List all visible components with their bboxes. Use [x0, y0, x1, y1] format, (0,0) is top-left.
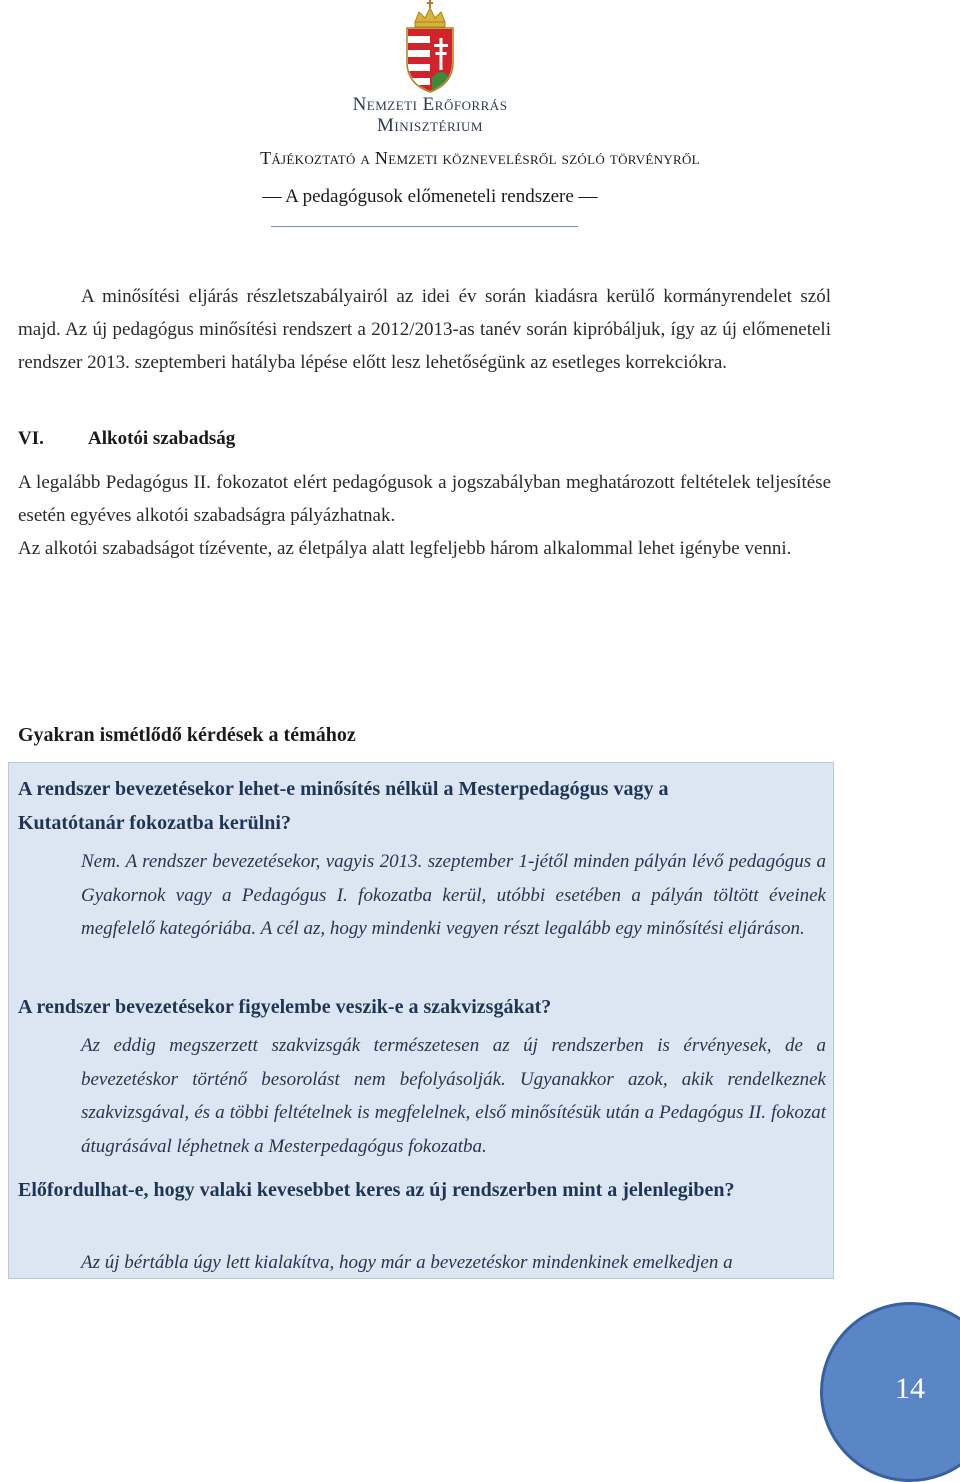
intro-paragraph: A minősítési eljárás részletszabályairól az idei év során kiadásra kerülő kormányrendelet szól majd. Az új pedagógus minősítési rendszert a 2012/2013-as tanév során kipróbáljuk, így az új előmeneteli rendszer 2013. szeptemberi hatályba lépése előtt lesz lehetőségünk az esetleges korrekciókra. [18, 286, 831, 373]
document-title: Tájékoztató a Nemzeti köznevelésről szóló törvényről [260, 148, 700, 168]
faq-question-1: A rendszer bevezetésekor lehet-e minősítés nélkül a Mesterpedagógus vagy a Kutatótanár fokozatba kerülni? [18, 778, 669, 834]
faq-answer-3: Az új bértábla úgy lett kialakítva, hogy már a bevezetéskor mindenkinek emelkedjen a [81, 1252, 733, 1273]
faq-heading: Gyakran ismétlődő kérdések a témához [18, 724, 356, 746]
faq-question-3: Előfordulhat-e, hogy valaki kevesebbet keres az új rendszerben mint a jelenlegiben? [18, 1179, 735, 1201]
header-divider [271, 226, 578, 227]
ministry-name-line2: Minisztérium [377, 115, 483, 136]
section-paragraph-1: A legalább Pedagógus II. fokozatot elért pedagógusok a jogszabályban meghatározott feltételek teljesítése esetén egyéves alkotói szabadságra pályázhatnak. [18, 472, 831, 526]
section-heading [18, 428, 235, 450]
section-body [18, 466, 831, 565]
document-subtitle: — A pedagógusok előmeneteli rendszere — [262, 186, 598, 207]
coat-of-arms-icon [401, 0, 459, 94]
page-number: 14 [895, 1372, 925, 1405]
faq-question-2: A rendszer bevezetésekor figyelembe veszik-e a szakvizsgákat? [18, 996, 552, 1018]
section-title: Alkotói szabadság [88, 428, 236, 449]
ministry-name-line1: Nemzeti Erőforrás [352, 94, 508, 115]
faq-answer-2: Az eddig megszerzett szakvizsgák természetesen az új rendszerben is érvényesek, de a bevezetéskor történő besorolást nem befolyásolják. Ugyanakkor azok, akik rendelkeznek szakvizsgával, és a többi feltételnek is megfelelnek, első minősítésük után a Pedagógus II. fokozat átugrásával léphetnek a Mesterpedagógus fokozatba. [81, 1035, 826, 1157]
faq-answer-1: Nem. A rendszer bevezetésekor, vagyis 2013. szeptember 1-jétől minden pályán lévő pedagógus a Gyakornok vagy a Pedagógus I. fokozatba kerül, utóbbi esetében a pályán töltött éveinek megfelelő kategóriába. A cél az, hogy mindenki vegyen részt legalább egy minősítési eljáráson. [81, 851, 826, 939]
section-paragraph-2: Az alkotói szabadságot tízévente, az életpálya alatt legfeljebb három alkalommal lehet igénybe venni. [18, 538, 792, 559]
section-number: VI. [18, 428, 44, 449]
